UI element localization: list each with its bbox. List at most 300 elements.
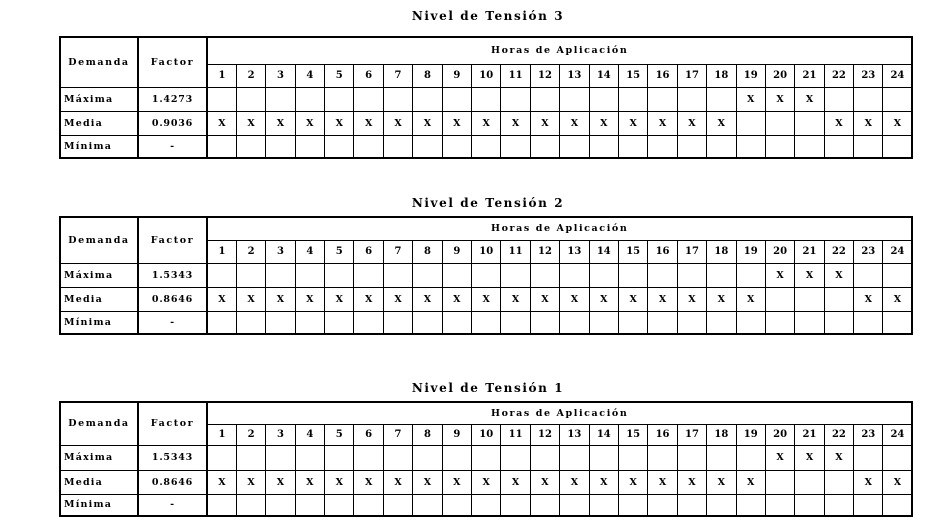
- hour-cell: [413, 87, 442, 111]
- hour-cell: [618, 135, 647, 158]
- hour-cell: X: [236, 111, 265, 135]
- hour-cell: [413, 445, 442, 470]
- hour-cell: X: [472, 470, 501, 494]
- hour-cell: [530, 494, 559, 516]
- hour-cell: [854, 311, 883, 334]
- hour-cell: X: [736, 87, 765, 111]
- hour-cell: [472, 494, 501, 516]
- hour-cell: [824, 470, 853, 494]
- hour-cell: X: [707, 111, 736, 135]
- hour-cell: [677, 263, 706, 287]
- hour-header: 9: [442, 424, 471, 445]
- hour-cell: [589, 311, 618, 334]
- header-factor: Factor: [138, 402, 207, 445]
- hour-cell: [236, 311, 265, 334]
- hour-cell: [383, 263, 412, 287]
- factor-value: -: [138, 135, 207, 158]
- hour-cell: X: [442, 111, 471, 135]
- hour-header: 22: [824, 424, 853, 445]
- hour-cell: [354, 263, 383, 287]
- hour-cell: [530, 263, 559, 287]
- hour-header: 14: [589, 64, 618, 87]
- hour-header: 7: [383, 64, 412, 87]
- hour-header: 23: [854, 64, 883, 87]
- hour-cell: [295, 87, 324, 111]
- hour-cell: [648, 263, 677, 287]
- hour-header: 18: [707, 240, 736, 263]
- tension-table: [59, 216, 913, 335]
- hour-cell: X: [795, 445, 824, 470]
- header-demanda: Demanda: [60, 217, 138, 263]
- hour-cell: [501, 311, 530, 334]
- hour-cell: [795, 111, 824, 135]
- hour-cell: X: [354, 287, 383, 311]
- hour-header: 14: [589, 424, 618, 445]
- hour-cell: [618, 494, 647, 516]
- hour-header: 5: [325, 64, 354, 87]
- demand-label: Máxima: [60, 445, 138, 470]
- hour-cell: X: [236, 470, 265, 494]
- hour-cell: [472, 87, 501, 111]
- hour-cell: [795, 470, 824, 494]
- hour-cell: [325, 87, 354, 111]
- hour-cell: [560, 135, 589, 158]
- hour-cell: [325, 445, 354, 470]
- hour-cell: [648, 87, 677, 111]
- hour-header: 24: [883, 240, 912, 263]
- hour-header: 18: [707, 64, 736, 87]
- hour-cell: [677, 494, 706, 516]
- hour-cell: X: [677, 287, 706, 311]
- header-horas: Horas de Aplicación: [207, 217, 912, 240]
- hour-cell: X: [501, 111, 530, 135]
- hour-cell: [325, 311, 354, 334]
- hour-cell: [266, 135, 295, 158]
- hour-header: 3: [266, 424, 295, 445]
- hour-cell: X: [883, 111, 912, 135]
- hour-header: 11: [501, 240, 530, 263]
- hour-cell: [236, 87, 265, 111]
- hour-cell: [442, 445, 471, 470]
- hour-cell: [824, 287, 853, 311]
- hour-cell: [707, 445, 736, 470]
- hour-header: 16: [648, 240, 677, 263]
- hour-cell: X: [295, 287, 324, 311]
- hour-cell: X: [854, 470, 883, 494]
- demand-label: Mínima: [60, 311, 138, 334]
- tension-table: [59, 401, 913, 517]
- hour-cell: [765, 494, 794, 516]
- demand-label: Máxima: [60, 263, 138, 287]
- hour-cell: X: [383, 287, 412, 311]
- factor-value: 1.4273: [138, 87, 207, 111]
- hour-cell: [707, 494, 736, 516]
- hour-cell: [472, 135, 501, 158]
- hour-cell: [648, 445, 677, 470]
- hour-header: 7: [383, 424, 412, 445]
- hour-cell: X: [765, 87, 794, 111]
- hour-header: 11: [501, 64, 530, 87]
- hour-cell: [883, 494, 912, 516]
- hour-cell: [207, 445, 236, 470]
- hour-cell: X: [736, 287, 765, 311]
- hour-cell: X: [560, 470, 589, 494]
- hour-header: 15: [618, 240, 647, 263]
- hour-cell: [765, 311, 794, 334]
- hour-cell: [618, 445, 647, 470]
- hour-cell: [501, 494, 530, 516]
- hour-cell: [618, 311, 647, 334]
- hour-cell: X: [236, 287, 265, 311]
- hour-cell: [648, 311, 677, 334]
- hour-cell: [677, 87, 706, 111]
- hour-header: 22: [824, 64, 853, 87]
- hour-cell: X: [765, 445, 794, 470]
- hour-cell: X: [207, 111, 236, 135]
- hour-cell: X: [295, 470, 324, 494]
- hour-cell: X: [824, 263, 853, 287]
- factor-value: 0.8646: [138, 470, 207, 494]
- hour-header: 20: [765, 424, 794, 445]
- hour-cell: [413, 494, 442, 516]
- hour-header: 19: [736, 240, 765, 263]
- hour-cell: [795, 287, 824, 311]
- factor-value: 0.8646: [138, 287, 207, 311]
- hour-header: 16: [648, 64, 677, 87]
- hour-header: 10: [472, 64, 501, 87]
- hour-header: 6: [354, 64, 383, 87]
- hour-header: 17: [677, 240, 706, 263]
- hour-cell: [236, 494, 265, 516]
- demand-label: Máxima: [60, 87, 138, 111]
- hour-cell: [618, 87, 647, 111]
- hour-header: 3: [266, 240, 295, 263]
- hour-cell: [530, 87, 559, 111]
- hour-cell: [707, 135, 736, 158]
- demand-label: Mínima: [60, 135, 138, 158]
- hour-cell: [442, 135, 471, 158]
- hour-cell: [589, 87, 618, 111]
- hour-cell: [824, 494, 853, 516]
- hour-cell: [707, 311, 736, 334]
- hour-header: 4: [295, 424, 324, 445]
- hour-cell: [266, 445, 295, 470]
- hour-header: 2: [236, 424, 265, 445]
- hour-header: 24: [883, 424, 912, 445]
- hour-cell: X: [413, 287, 442, 311]
- hour-header: 21: [795, 240, 824, 263]
- hour-cell: [795, 494, 824, 516]
- hour-header: 10: [472, 240, 501, 263]
- demand-label: Media: [60, 287, 138, 311]
- hour-cell: X: [854, 287, 883, 311]
- hour-cell: X: [824, 111, 853, 135]
- hour-header: 21: [795, 424, 824, 445]
- hour-cell: X: [795, 263, 824, 287]
- hour-cell: [266, 311, 295, 334]
- hour-cell: [883, 311, 912, 334]
- hour-cell: [854, 445, 883, 470]
- hour-cell: X: [530, 470, 559, 494]
- hour-cell: X: [354, 111, 383, 135]
- demand-label: Media: [60, 470, 138, 494]
- hour-header: 8: [413, 424, 442, 445]
- hour-header: 5: [325, 240, 354, 263]
- hour-cell: [413, 263, 442, 287]
- hour-cell: [295, 445, 324, 470]
- hour-cell: [442, 494, 471, 516]
- hour-cell: [824, 135, 853, 158]
- hour-cell: X: [472, 287, 501, 311]
- hour-header: 12: [530, 240, 559, 263]
- hour-cell: [295, 311, 324, 334]
- hour-cell: X: [589, 470, 618, 494]
- hour-cell: [589, 494, 618, 516]
- hour-cell: [236, 263, 265, 287]
- hour-cell: [501, 445, 530, 470]
- hour-cell: X: [677, 111, 706, 135]
- hour-cell: X: [765, 263, 794, 287]
- hour-header: 12: [530, 64, 559, 87]
- hour-cell: X: [854, 111, 883, 135]
- hour-header: 1: [207, 64, 236, 87]
- hour-cell: X: [707, 470, 736, 494]
- hour-cell: X: [589, 111, 618, 135]
- hour-cell: [560, 87, 589, 111]
- hour-cell: [266, 263, 295, 287]
- hour-cell: [413, 135, 442, 158]
- hour-cell: [472, 311, 501, 334]
- hour-cell: [442, 87, 471, 111]
- hour-header: 9: [442, 64, 471, 87]
- hour-header: 1: [207, 240, 236, 263]
- hour-cell: X: [266, 287, 295, 311]
- hour-cell: [854, 494, 883, 516]
- hour-header: 6: [354, 424, 383, 445]
- hour-cell: [883, 445, 912, 470]
- header-factor: Factor: [138, 217, 207, 263]
- hour-cell: [765, 135, 794, 158]
- hour-cell: X: [707, 287, 736, 311]
- hour-cell: X: [383, 111, 412, 135]
- hour-cell: X: [560, 287, 589, 311]
- hour-cell: X: [883, 470, 912, 494]
- hour-cell: X: [618, 287, 647, 311]
- hour-cell: [560, 263, 589, 287]
- header-factor: Factor: [138, 37, 207, 87]
- hour-cell: [383, 87, 412, 111]
- header-horas: Horas de Aplicación: [207, 402, 912, 424]
- hour-header: 14: [589, 240, 618, 263]
- hour-cell: X: [442, 470, 471, 494]
- hour-cell: [383, 135, 412, 158]
- hour-header: 4: [295, 240, 324, 263]
- hour-cell: [765, 287, 794, 311]
- hour-cell: X: [589, 287, 618, 311]
- hour-cell: X: [648, 287, 677, 311]
- hour-cell: [501, 87, 530, 111]
- hour-header: 8: [413, 240, 442, 263]
- hour-header: 8: [413, 64, 442, 87]
- hour-cell: [501, 263, 530, 287]
- hour-cell: X: [501, 287, 530, 311]
- hour-header: 2: [236, 240, 265, 263]
- demand-label: Media: [60, 111, 138, 135]
- hour-cell: X: [677, 470, 706, 494]
- hour-cell: [765, 111, 794, 135]
- hour-cell: [677, 445, 706, 470]
- hour-cell: [295, 494, 324, 516]
- hour-cell: [442, 263, 471, 287]
- hour-header: 6: [354, 240, 383, 263]
- hour-header: 11: [501, 424, 530, 445]
- hour-cell: [236, 445, 265, 470]
- hour-cell: X: [472, 111, 501, 135]
- hour-cell: [207, 87, 236, 111]
- hour-cell: X: [325, 470, 354, 494]
- hour-cell: [295, 263, 324, 287]
- hour-cell: [736, 494, 765, 516]
- hour-header: 18: [707, 424, 736, 445]
- hour-cell: [795, 135, 824, 158]
- hour-cell: [560, 445, 589, 470]
- hour-cell: [472, 263, 501, 287]
- factor-value: -: [138, 311, 207, 334]
- hour-cell: X: [618, 111, 647, 135]
- hour-cell: X: [824, 445, 853, 470]
- hour-cell: X: [736, 470, 765, 494]
- hour-header: 13: [560, 424, 589, 445]
- hour-cell: X: [560, 111, 589, 135]
- hour-cell: [854, 87, 883, 111]
- hour-header: 17: [677, 64, 706, 87]
- hour-cell: [236, 135, 265, 158]
- hour-cell: X: [648, 470, 677, 494]
- hour-cell: [736, 135, 765, 158]
- hour-cell: [383, 311, 412, 334]
- hour-cell: [854, 135, 883, 158]
- hour-cell: [207, 311, 236, 334]
- hour-cell: [472, 445, 501, 470]
- hour-header: 13: [560, 64, 589, 87]
- hour-header: 15: [618, 424, 647, 445]
- hour-cell: [501, 135, 530, 158]
- tension-table: [59, 36, 913, 159]
- hour-cell: [207, 263, 236, 287]
- hour-cell: [707, 263, 736, 287]
- hour-cell: [589, 445, 618, 470]
- hour-cell: [530, 311, 559, 334]
- hour-header: 16: [648, 424, 677, 445]
- hour-header: 23: [854, 424, 883, 445]
- hour-cell: [325, 135, 354, 158]
- hour-header: 22: [824, 240, 853, 263]
- hour-cell: X: [648, 111, 677, 135]
- hour-header: 7: [383, 240, 412, 263]
- hour-header: 23: [854, 240, 883, 263]
- factor-value: -: [138, 494, 207, 516]
- hour-header: 24: [883, 64, 912, 87]
- hour-cell: [354, 87, 383, 111]
- hour-header: 13: [560, 240, 589, 263]
- hour-cell: [736, 111, 765, 135]
- hour-cell: X: [207, 470, 236, 494]
- factor-value: 1.5343: [138, 445, 207, 470]
- hour-cell: [707, 87, 736, 111]
- hour-header: 15: [618, 64, 647, 87]
- hour-cell: X: [883, 287, 912, 311]
- hour-cell: [736, 263, 765, 287]
- hour-cell: [325, 263, 354, 287]
- hour-cell: [383, 494, 412, 516]
- hour-cell: [295, 135, 324, 158]
- hour-cell: [854, 263, 883, 287]
- hour-cell: X: [530, 287, 559, 311]
- hour-cell: [530, 445, 559, 470]
- hour-cell: [648, 135, 677, 158]
- hour-cell: [589, 135, 618, 158]
- hour-cell: [413, 311, 442, 334]
- hour-cell: X: [501, 470, 530, 494]
- hour-header: 2: [236, 64, 265, 87]
- hour-cell: [677, 311, 706, 334]
- hour-cell: [560, 311, 589, 334]
- hour-cell: [207, 135, 236, 158]
- hour-cell: [354, 135, 383, 158]
- hour-header: 19: [736, 424, 765, 445]
- hour-header: 4: [295, 64, 324, 87]
- hour-cell: [354, 494, 383, 516]
- header-horas: Horas de Aplicación: [207, 37, 912, 64]
- demand-label: Mínima: [60, 494, 138, 516]
- factor-value: 0.9036: [138, 111, 207, 135]
- hour-cell: X: [413, 470, 442, 494]
- header-demanda: Demanda: [60, 402, 138, 445]
- hour-cell: [883, 135, 912, 158]
- hour-header: 10: [472, 424, 501, 445]
- hour-cell: [765, 470, 794, 494]
- hour-cell: [560, 494, 589, 516]
- hour-cell: [442, 311, 471, 334]
- hour-cell: X: [266, 470, 295, 494]
- hour-cell: [325, 494, 354, 516]
- table-title: Nivel de Tensión 2: [411, 196, 565, 210]
- hour-cell: [207, 494, 236, 516]
- hour-cell: X: [325, 111, 354, 135]
- hour-cell: X: [266, 111, 295, 135]
- hour-cell: [824, 311, 853, 334]
- hour-header: 9: [442, 240, 471, 263]
- hour-header: 12: [530, 424, 559, 445]
- hour-header: 21: [795, 64, 824, 87]
- hour-cell: X: [530, 111, 559, 135]
- hour-cell: [383, 445, 412, 470]
- hour-cell: X: [413, 111, 442, 135]
- hour-header: 5: [325, 424, 354, 445]
- table-title: Nivel de Tensión 1: [411, 381, 565, 395]
- hour-header: 19: [736, 64, 765, 87]
- hour-header: 20: [765, 240, 794, 263]
- hour-header: 3: [266, 64, 295, 87]
- hour-cell: X: [354, 470, 383, 494]
- header-demanda: Demanda: [60, 37, 138, 87]
- hour-cell: [589, 263, 618, 287]
- hour-cell: [354, 311, 383, 334]
- hour-cell: [530, 135, 559, 158]
- hour-cell: [736, 311, 765, 334]
- hour-cell: [736, 445, 765, 470]
- hour-cell: X: [325, 287, 354, 311]
